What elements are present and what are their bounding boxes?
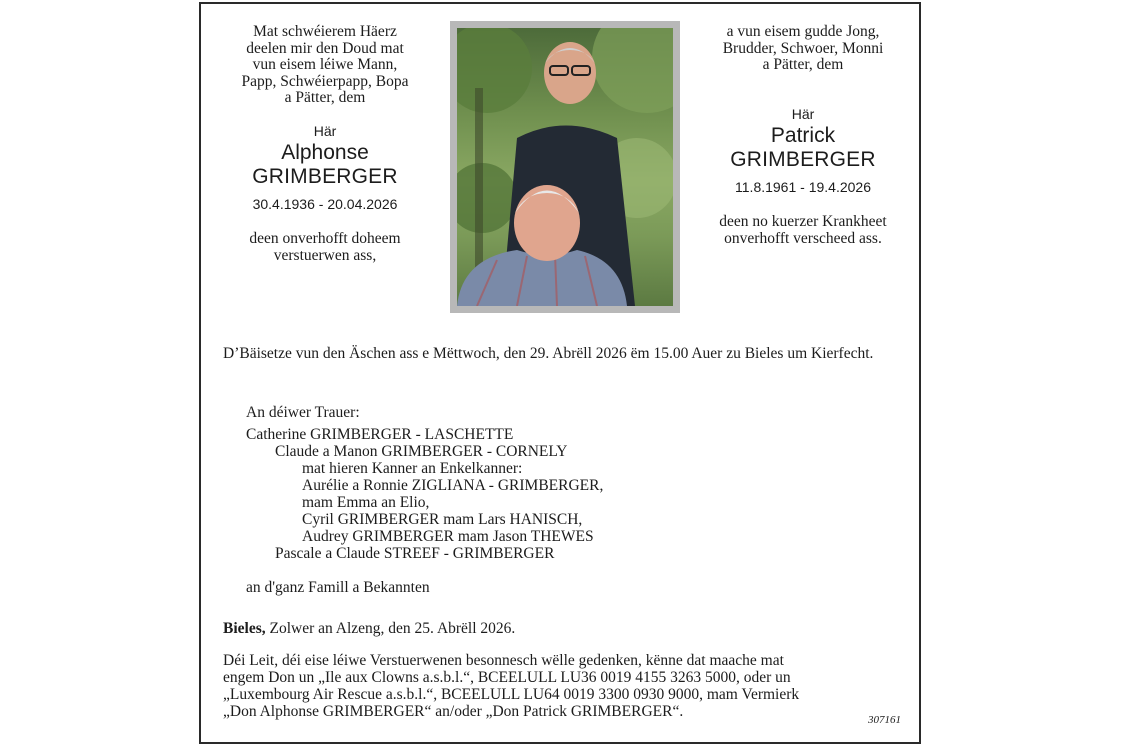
mourner-line: Claude a Manon GRIMBERGER - CORNELY bbox=[275, 443, 568, 460]
left-title-har: Här bbox=[313, 122, 337, 139]
right-title-har: Här bbox=[791, 105, 815, 122]
right-life-dates: 11.8.1961 - 19.4.2026 bbox=[735, 179, 871, 195]
right-deceased-column bbox=[687, 24, 919, 247]
mourner-line: mat hieren Kanner an Enkelkanner: bbox=[302, 460, 523, 477]
mourner-line: Audrey GRIMBERGER mam Jason THEWES bbox=[302, 528, 594, 545]
right-last-name: GRIMBERGER bbox=[730, 148, 876, 171]
left-life-dates: 30.4.1936 - 20.04.2026 bbox=[252, 196, 398, 212]
donation-line: „Luxembourg Air Rescue a.s.b.l.“, BCEELULL LU64 0019 3300 0930 9000, mam Vermierk bbox=[223, 686, 800, 703]
left-last-name: GRIMBERGER bbox=[252, 165, 398, 188]
right-outro-text: deen no kuerzer Krankheet onverhofft verscheed ass. bbox=[719, 213, 887, 247]
left-deceased-column bbox=[209, 24, 441, 264]
right-intro-text: a vun eisem gudde Jong, Brudder, Schwoer, Monni a Pätter, dem bbox=[722, 23, 884, 73]
mourners-heading: An déiwer Trauer: bbox=[246, 404, 360, 421]
right-first-name: Patrick bbox=[770, 124, 836, 147]
mourner-line: Catherine GRIMBERGER - LASCHETTE bbox=[246, 426, 514, 443]
donation-line: „Don Alphonse GRIMBERGER“ an/oder „Don Patrick GRIMBERGER“. bbox=[223, 703, 684, 720]
left-outro-text: deen onverhofft doheem verstuerwen ass, bbox=[249, 230, 401, 264]
mourners-closing: an d'ganz Famill a Bekannten bbox=[246, 579, 430, 596]
place-name: Bieles, bbox=[223, 620, 266, 637]
donation-line: Déi Leit, déi eise léiwe Verstuerwenen besonnesch wëlle gedenken, kënne dat maache mat bbox=[223, 652, 784, 669]
portrait-photo bbox=[457, 28, 673, 306]
place-date-line bbox=[223, 620, 515, 637]
left-first-name: Alphonse bbox=[281, 141, 369, 164]
mourner-line: Pascale a Claude STREEF - GRIMBERGER bbox=[275, 545, 555, 562]
donation-line: engem Don un „Ile aux Clowns a.s.b.l.“, BCEELULL LU36 0019 4155 3263 5000, oder un bbox=[223, 669, 791, 686]
funeral-announcement: D’Bäisetze vun den Äschen ass e Mëttwoch, den 29. Abrëll 2026 ëm 15.00 Auer zu Bieles um Kierfecht. bbox=[223, 345, 874, 362]
obituary-notice bbox=[199, 2, 921, 744]
left-intro-text: Mat schwéierem Häerz deelen mir den Doud mat vun eisem léiwe Mann, Papp, Schwéierpapp, Bopa a Pätter, dem bbox=[241, 23, 409, 106]
portrait-illustration bbox=[457, 28, 673, 306]
mourner-line: Cyril GRIMBERGER mam Lars HANISCH, bbox=[302, 511, 583, 528]
place-date-text: Zolwer an Alzeng, den 25. Abrëll 2026. bbox=[265, 620, 516, 637]
mourner-line: Aurélie a Ronnie ZIGLIANA - GRIMBERGER, bbox=[302, 477, 604, 494]
portrait-photo-frame bbox=[450, 21, 680, 313]
reference-number: 307161 bbox=[868, 714, 901, 726]
mourner-line: mam Emma an Elio, bbox=[302, 494, 430, 511]
